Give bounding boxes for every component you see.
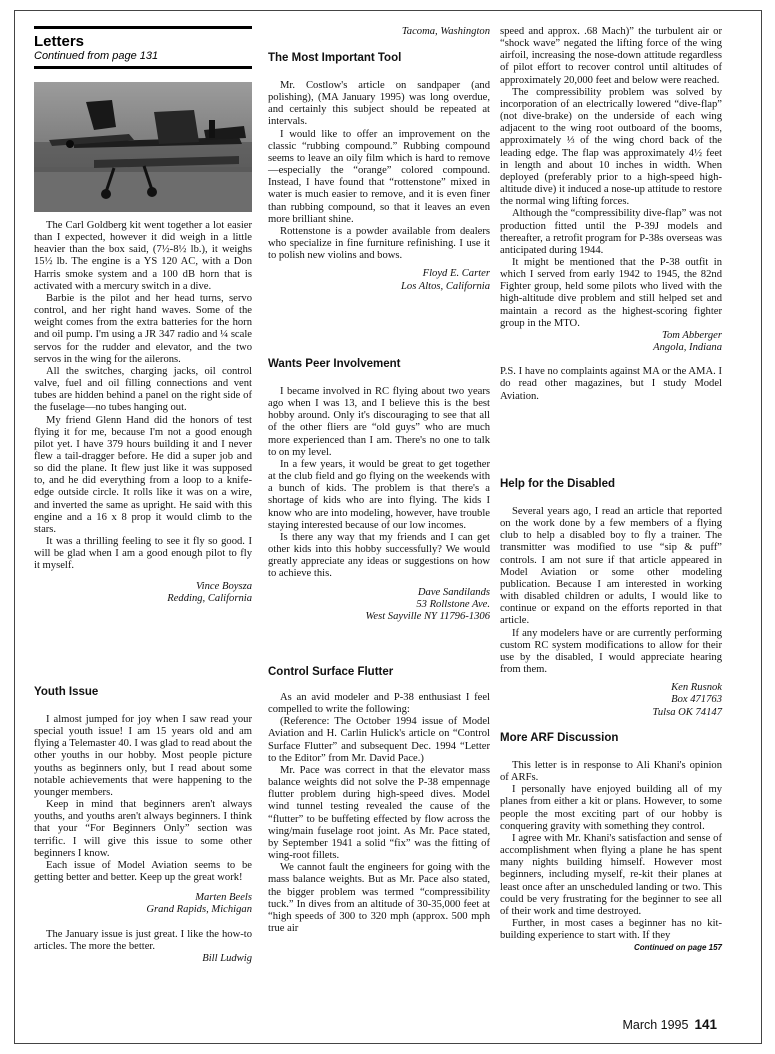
signature-location: Redding, California [167,592,252,604]
signature-block [34,581,252,605]
letter-paragraph: I became involved in RC flying about two years ago when I was 13, and I believe this is the best hobby around. Only it's discouraging to see that all of the other fliers are “old guys” who are much more experienced than I am. There's no one to talk to on my level. [268,386,490,458]
signature-address: Box 471763 [671,694,722,706]
letter-paragraph: This letter is in response to Ali Khani's opinion of ARFs. [500,760,722,784]
signature-name: Floyd E. Carter [422,268,490,280]
section-heading: Youth Issue [34,686,99,698]
tool-section [268,52,490,64]
letters-header [34,26,252,69]
signature-name: Bill Ludwig [202,952,252,964]
section-title: Letters [34,33,85,50]
continued-from-label: Continued from page 131 [34,50,252,69]
letter-paragraph: Several years ago, I read an article that reported on the work done by a few members of a flying club to help a disabled boy to fly a trainer. The transmitter was modified to use “sip & puff” controls. I am not sure if that article appeared in Model Aviation or some other modeling publication. Because I am interested in working with disabled children or adults, I would like to continue or expand on the efforts reported in that article. [500,506,722,627]
flutter-section [268,666,490,678]
signature-block [500,682,722,719]
letter-paragraph: I agree with Mr. Khani's satisfaction and sense of accomplishment when flying a plane he has spent many nights building himself. However most beginners, including myself, re-kit their planes at least once after an unscheduled landing or two. This could be very frustrating for the beginner to see all of their work and time destroyed. [500,832,722,917]
letter-paragraph: Barbie is the pilot and her head turns, servo control, and her right hand waves. Some of the weight comes from the extra batteries for the horn and oil pump. I'm using a JR 347 radio and ¼ scale servos for the rudder and elevator, and the two servos in the wing for the ailerons. [34,292,252,365]
column-2 [268,26,490,38]
signature-location: Tulsa OK 74147 [652,706,722,718]
flutter-body [268,692,490,935]
letter-paragraph: (Reference: The October 1994 issue of Model Aviation and H. Carlin Hulick's article on “Control Surface Flutter” and subsequent Dec. 1994 “Letter to the Editor” from Mr. David Pace.) [268,716,490,764]
signature-block [500,330,722,354]
signature-location: West Sayville NY 11796-1306 [365,610,490,622]
letter-paragraph: The Carl Goldberg kit went together a lot easier than I expected, however it did weigh in a little heavier than the box said, (7½-8½ lb.), it weighs 15½ lb. The engine is a YS 120 AC, with a Don Harris smoke system and a 100 dB horn that is activated with a mercury switch in a dive. [34,220,252,292]
letter-paragraph: Keep in mind that beginners aren't always youths, and youths aren't always beginners. I think that your “For Beginners Only” section was terrific. I will give this issue to some other beginners I know. [34,799,252,859]
signature-name: Ken Rusnok [671,682,722,694]
column-3 [500,26,722,403]
page-number: 141 [694,1017,717,1032]
signature-name: Vince Boysza [196,580,252,592]
peer-body [268,386,490,623]
signature-location: Angola, Indiana [653,342,722,354]
letter-paragraph: Mr. Pace was correct in that the elevator mass balance weights did not solve the P-38 empennage flutter problem during high-speed dives. Model wind tunnel testing revealed the cause of the “flutter” to be buffeting effected by flow across the wing/main fuselage root joint. As Mr. Pace stated, by September 1941 a solid “fix” was the fitting of wing-root fillets. [268,764,490,862]
youth-issue-section [34,686,252,698]
signature-name: Tom Abberger [662,329,722,341]
signature-block [34,892,252,916]
page-footer [622,1017,717,1032]
letter-paragraph: As an avid modeler and P-38 enthusiast I feel compelled to write the following: [268,692,490,716]
signature-block [268,268,490,292]
section-heading: More ARF Discussion [500,732,619,744]
letter-paragraph: Mr. Costlow's article on sandpaper (and polishing), (MA January 1995) was long overdue, and certainly this subject should be repeated at intervals. [268,80,490,128]
continued-on-label: Continued on page 157 [633,943,722,953]
disabled-body [500,506,722,719]
arf-section [500,732,722,744]
section-heading: Help for the Disabled [500,478,616,490]
letter-paragraph: Rottenstone is a powder available from dealers who specialize in fine furniture refinishing. I use it to polish new violins and bows. [268,225,490,262]
signature-address: 53 Rollstone Ave. [416,598,490,610]
letter-paragraph: My friend Glenn Hand did the honors of test flying it for me, because I'm not a good enough pilot yet. I have 379 hours building it and I never flew a tail-dragger before. He did a super job and so did the plane. It flew just like it was supposed to, and he did everything from a loop to a knife-edge outside circle. It rolls like it was on a wire, and inverted the same as upright. He said with this engine and a 16 x 8 prop it would climb to the stars. [34,414,252,535]
signature-name: Marten Beels [195,892,252,904]
signature-block [268,587,490,624]
letter-paragraph: I personally have enjoyed building all of my planes from either a kit or plans. However, to some people the most exciting part of our hobby is conquering gravity with something they control. [500,784,722,832]
section-heading: Wants Peer Involvement [268,358,401,370]
letter-paragraph: If any modelers have or are currently performing custom RC system modifications to allow for their use by the disabled, I would appreciate hearing from them. [500,627,722,676]
tool-body [268,80,490,293]
letter-paragraph: Although the “compressibility dive-flap” was not production fitted until the P-39J models and thereafter, a retrofit program for P-38s overseas was anticipated during 1944. [500,208,722,256]
peer-section [268,358,490,370]
header-rule [34,26,252,29]
disabled-section [500,478,722,490]
letter-paragraph: I would like to offer an improvement on the classic “rubbing compound.” Rubbing compound seems to leave an oily film which is hard to remove—especially the “orange” colored compound. Instead, I have found that “rottenstone” mixed in water is much easier to remove, and it is even finer than rubbing compound, so that it leaves an even more brilliant shine. [268,128,490,225]
letter-paragraph: I almost jumped for joy when I saw read your special youth issue! I am 15 years old and am flying a Telemaster 40. I was glad to read about the other youths in our hobby. Most people picture youths as beginners only, but I read about some notable achievements that were happening to the younger members. [34,714,252,798]
letter-paragraph: Each issue of Model Aviation seems to be getting better and better. Keep up the great work! [34,859,252,884]
arf-body [500,760,722,955]
section-heading: Control Surface Flutter [268,666,394,678]
letter-paragraph: Is there any way that my friends and I can get other kids into this hobby successfully? We would greatly appreciate any ideas or suggestions on how to achieve this. [268,531,490,580]
airplane-photo [34,82,252,212]
letter-paragraph: Further, in most cases a beginner has no kit-building experience to start with. If they [500,918,722,942]
column-1 [34,220,252,605]
youth-issue-body [34,714,252,965]
letter-paragraph: All the switches, charging jacks, oil control valve, fuel and oil filling connections and vent tubes are hidden behind a panel on the right side of the fuselage—no tubes hanging out. [34,365,252,414]
letter-paragraph: The compressibility problem was solved by incorporation of an electrically lowered “dive-flap” (not dive-brake) on the underside of each wing adjacent to the wing root outboard of the booms, approximately ⅓ of the wing chord back of the leading edge. The flap was approximately 4½ feet in length and about 10 inches in width. When deployed (preferably prior to a high-speed high-altitude dive) it induced a nose-up attitude to restore the normal wing lifting forces. [500,86,722,208]
letter-paragraph: We cannot fault the engineers for going with the mass balance weights. But as Mr. Pace also stated, the bigger problem was termed “compressibility tuck.” In dives from an altitude of 30-35,000 feet at “high speeds of 300 to 320 mph (approx. 500 mph true air [268,862,490,934]
signature-name: Dave Sandilands [417,586,490,598]
letter-paragraph: P.S. I have no complaints against MA or the AMA. I do read other magazines, but I study Model Aviation. [500,366,722,402]
location-line: Tacoma, Washington [401,26,490,37]
issue-date: March 1995 [622,1018,689,1032]
letter-paragraph: speed and approx. .68 Mach)” the turbulent air or “shock wave” negated the lifting force of the wing airfoil, increasing the nose-down attitude regardless of pilot effort to recover control until altitudes of approximately 20,000 feet and below were reached. [500,26,722,86]
letter-paragraph: The January issue is just great. I like the how-to articles. The more the better. [34,928,252,952]
letter-paragraph: It might be mentioned that the P-38 outfit in which I served from early 1942 to 1945, the 82nd Fighter group, held some pilots who lived with the high-altitude dive problem and still helped set and maintain a record as the highest-scoring fighter group in the MTO. [500,256,722,329]
signature-location: Grand Rapids, Michigan [146,904,252,916]
letter-paragraph: It was a thrilling feeling to see it fly so good. I will be glad when I am a good enough pilot to fly it myself. [34,536,252,572]
letter-paragraph: In a few years, it would be great to get together at the club field and go flying on the weekends with a bunch of kids. The problem is that there's a shortage of kids who are into flying. The kids I know who are into modeling, however, have trouble staying interested because of our low incomes. [268,458,490,531]
airplane-photo-icon [34,82,252,212]
section-heading: The Most Important Tool [268,52,402,64]
signature-location: Los Altos, California [401,280,490,292]
